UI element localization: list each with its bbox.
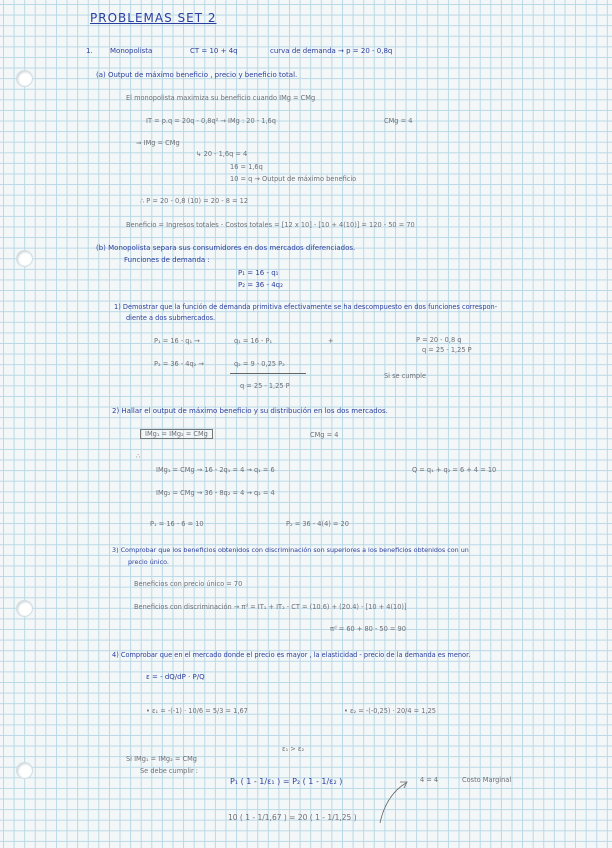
- equation: πᵈ = 60 + 80 - 50 = 90: [330, 625, 406, 633]
- question-1-heading: diente a dos submercados.: [126, 314, 216, 322]
- text-line: Si IMg₁ = IMg₂ = CMg: [126, 755, 197, 763]
- equation: • ε₂ = -(-0,25) · 20/4 = 1,25: [344, 707, 436, 715]
- section-a-heading: (a) Output de máximo beneficio , precio y beneficio total.: [96, 71, 298, 79]
- question-2-heading: 2) Hallar el output de máximo beneficio y su distribución en los dos mercados.: [112, 407, 388, 415]
- sum-rule: [230, 373, 306, 374]
- problem-number: 1.: [86, 47, 93, 55]
- equation: • ε₁ = -(-1) · 10/6 = 5/3 = 1,67: [146, 707, 248, 715]
- equation: P₂ = 36 - 4q₂: [238, 281, 283, 289]
- boxed-equation: IMg₁ = IMg₂ = CMg: [140, 429, 213, 439]
- text-line: 16 = 1,6q: [230, 163, 263, 171]
- text-line: IT = p.q = 20q - 0,8q² → IMg : 20 - 1,6q: [146, 117, 276, 125]
- equation: IMg₂ = CMg → 36 - 8q₂ = 4 → q₂ = 4: [156, 489, 275, 497]
- symbol: ∴: [136, 452, 141, 460]
- page-title: PROBLEMAS SET 2: [90, 11, 217, 25]
- question-4-heading: 4) Comprobar que en el mercado donde el precio es mayor , la elasticidad - precio de la demanda es menor.: [112, 651, 471, 659]
- text-line: El monopolista maximiza su beneficio cuando IMg = CMg: [126, 94, 316, 102]
- conclusion: Si se cumple: [384, 372, 427, 380]
- arrow-icon: [378, 775, 414, 825]
- punch-hole: [16, 250, 33, 267]
- equation: q₁ = 16 - P₁: [234, 337, 273, 345]
- equation: ε₁ > ε₂: [282, 745, 305, 753]
- equation: P₁ = 16 - q₁: [238, 269, 279, 277]
- equation: P₂ = 36 - 4(4) = 20: [286, 520, 349, 528]
- text-line: Se debe cumplir :: [140, 767, 199, 775]
- equation: IMg₁ = CMg → 16 - 2q₁ = 4 → q₁ = 6: [156, 466, 275, 474]
- equation: P = 20 - 0,8 q: [416, 336, 462, 344]
- text-line: 10 = q → Output de máximo beneficio: [230, 175, 357, 183]
- problem-label: Monopolista: [110, 47, 153, 55]
- equation: q₂ = 9 - 0,25 P₂: [234, 360, 285, 368]
- equation: P₁ = 16 - 6 = 10: [150, 520, 204, 528]
- equation: P₁ = 16 - q₁ →: [154, 337, 200, 345]
- equation: q = 25 - 1,25 P: [240, 382, 290, 390]
- text-line: ↳ 20 - 1,6q = 4: [196, 150, 248, 158]
- punch-hole: [16, 600, 33, 617]
- elasticity-formula: ε = - dQ/dP · P/Q: [146, 673, 205, 681]
- text-line: CMg = 4: [384, 117, 413, 125]
- equation: +: [328, 337, 334, 345]
- equation: P₂ = 36 - 4q₂ →: [154, 360, 204, 368]
- equation: P₁ ( 1 - 1/ε₁ ) = P₂ ( 1 - 1/ε₂ ): [230, 777, 343, 786]
- annotation: Costo Marginal: [462, 776, 512, 784]
- demand-curve: curva de demanda → p = 20 - 0,8q: [270, 47, 393, 55]
- equation: q = 25 - 1,25 P: [422, 346, 472, 354]
- text-line: ∴ P = 20 - 0,8 (10) = 20 - 8 = 12: [140, 197, 249, 205]
- text-line: Beneficios con discriminación → πᵈ = IT₁ + IT₂ - CT = (10.6) + (20.4) - [10 + 4(10)]: [134, 603, 407, 611]
- text-line: Beneficios con precio único = 70: [134, 580, 243, 588]
- punch-hole: [16, 70, 33, 87]
- cost-function: CT = 10 + 4q: [190, 47, 238, 55]
- question-3-heading: 3) Comprobar que los beneficios obtenidos con discriminación son superiores a los beneficios obtenidos con un: [112, 546, 469, 554]
- section-b-heading: (b) Monopolista separa sus consumidores en dos mercados diferenciados.: [96, 244, 356, 252]
- equation: 4 = 4: [420, 776, 439, 784]
- text-line: Beneficio = Ingresos totales - Costos totales = [12 x 10] - [10 + 4(10)] = 120 - 50 = 70: [126, 221, 415, 229]
- question-1-heading: 1) Demostrar que la función de demanda primitiva efectivamente se ha descompuesto en dos funciones correspon-: [114, 303, 498, 311]
- text-line: Funciones de demanda :: [124, 256, 210, 264]
- equation: 10 ( 1 - 1/1,67 ) = 20 ( 1 - 1/1,25 ): [228, 813, 357, 822]
- punch-hole: [16, 762, 33, 779]
- text-line: ⇒ IMg = CMg: [136, 139, 180, 147]
- question-3-heading: precio único.: [128, 558, 169, 566]
- equation: CMg = 4: [310, 431, 339, 439]
- equation: Q = q₁ + q₂ = 6 + 4 = 10: [412, 466, 497, 474]
